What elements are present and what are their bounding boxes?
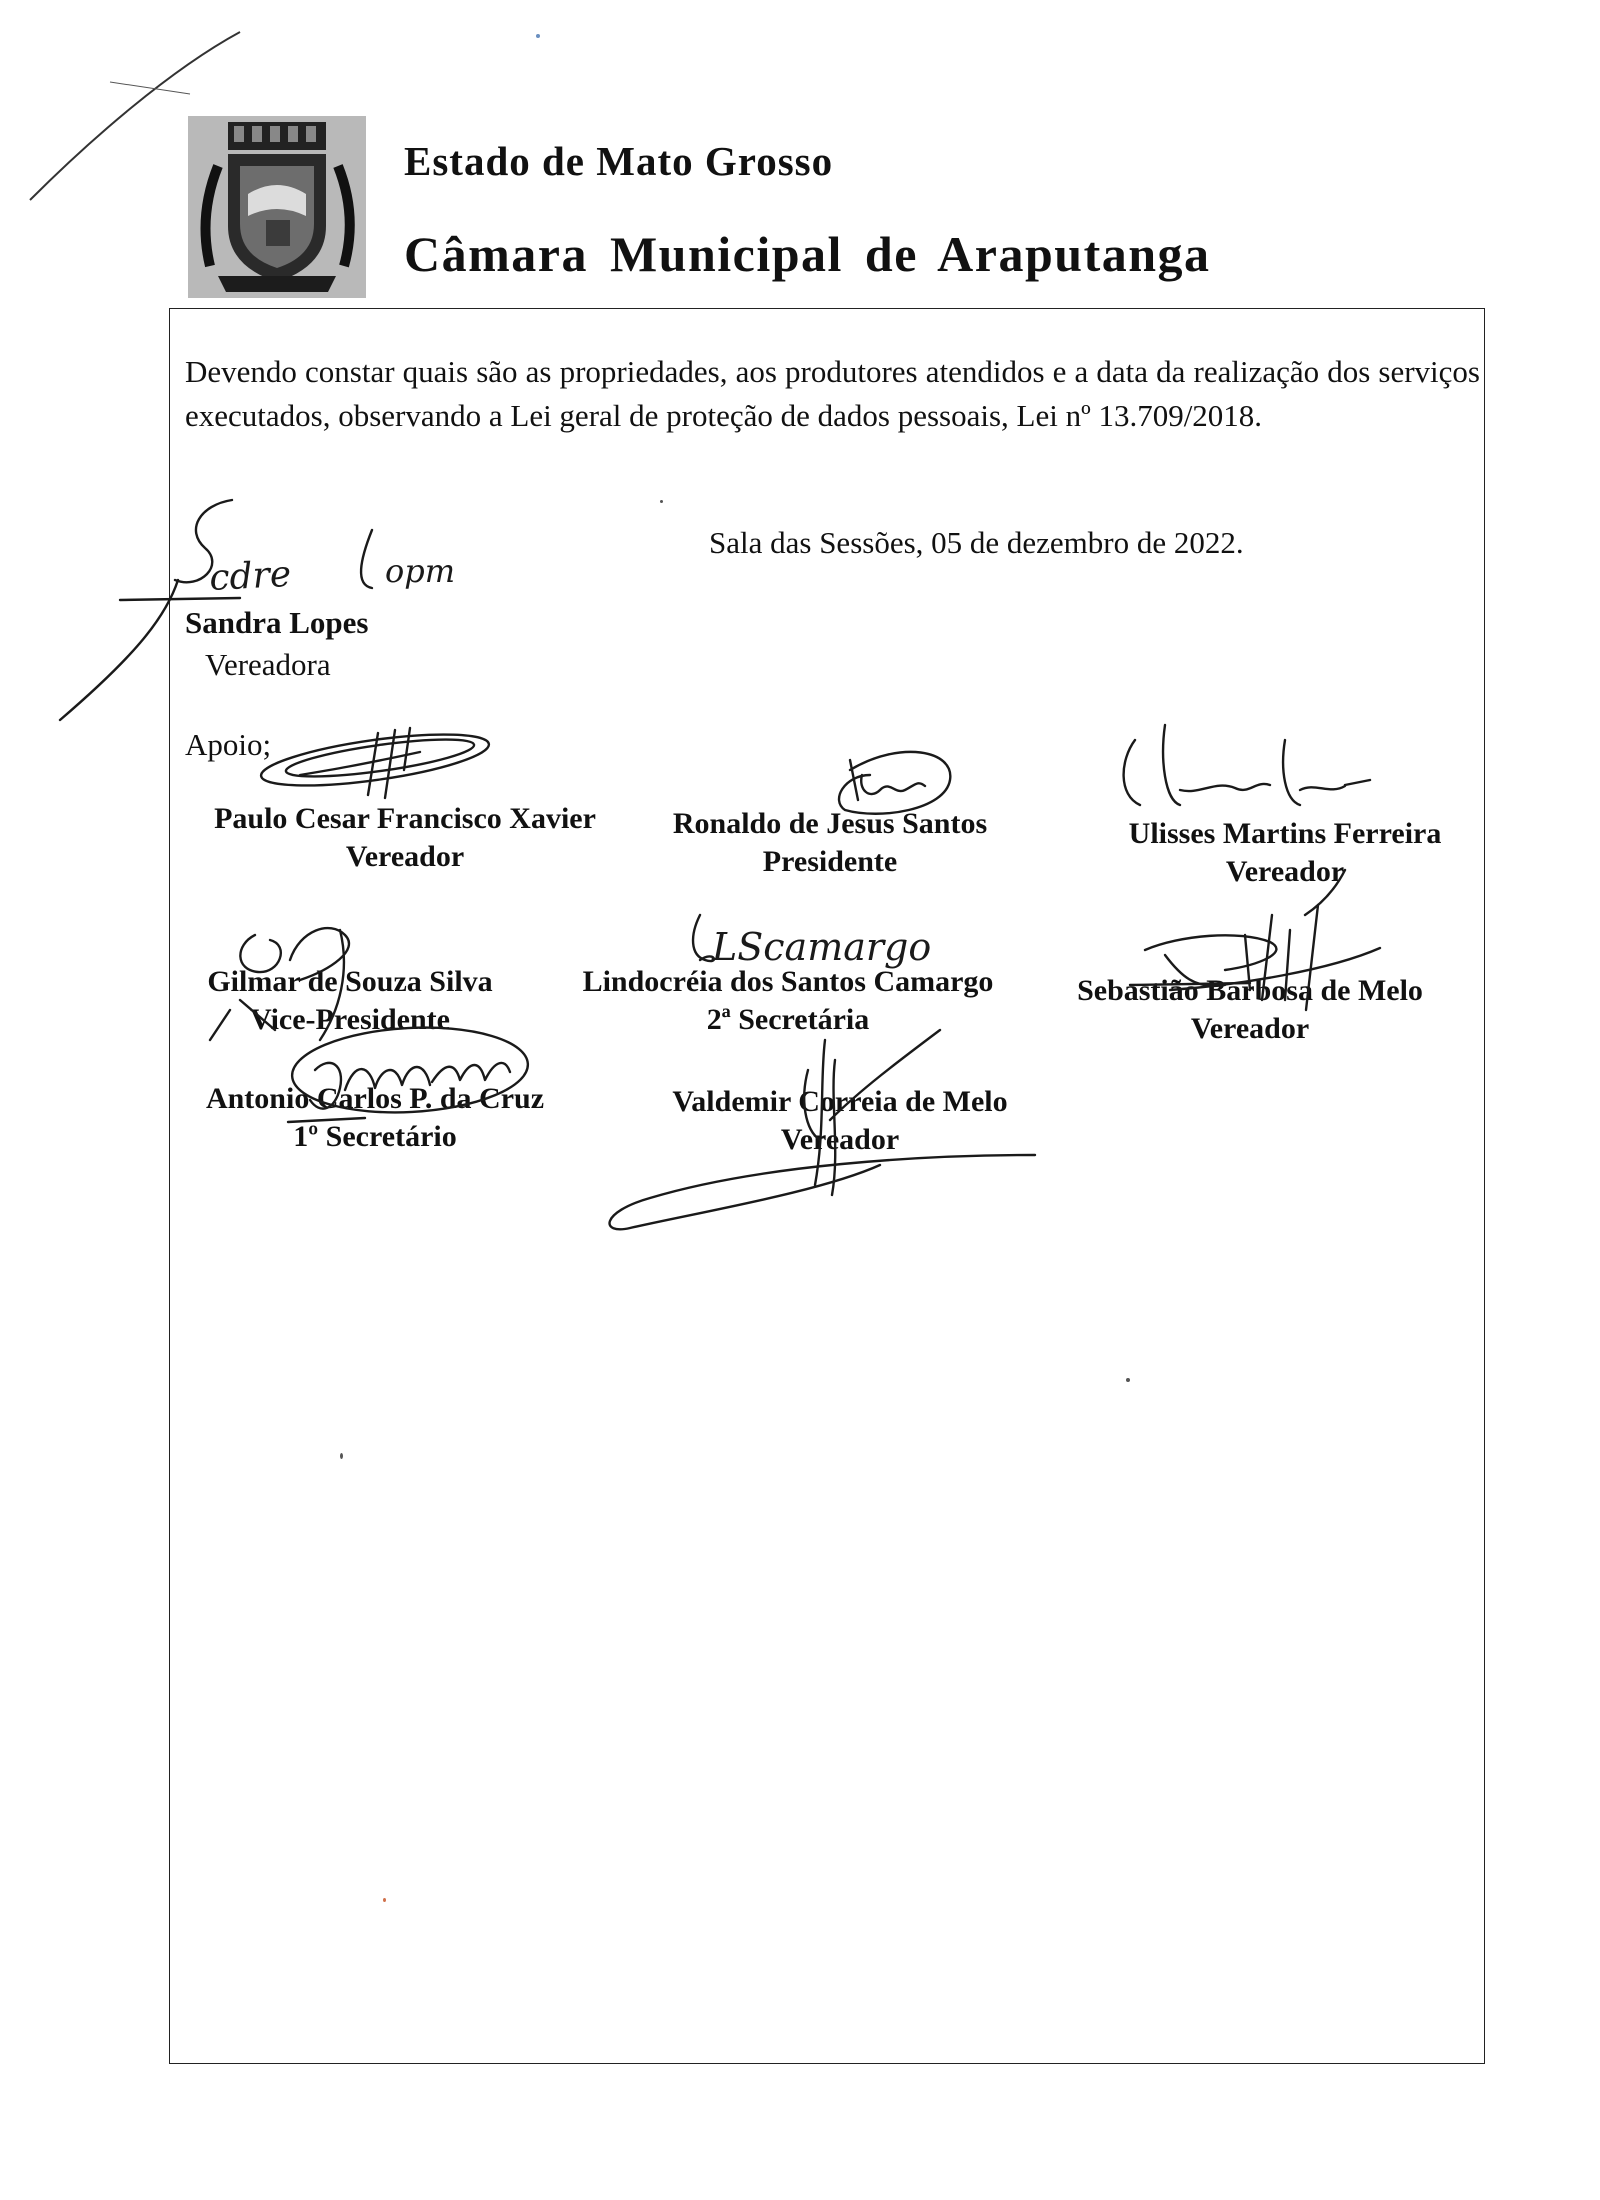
signer-name: Gilmar de Souza Silva — [207, 965, 493, 998]
signer-paulo — [185, 800, 625, 876]
signer-name: Lindocréia dos Santos Camargo — [582, 965, 994, 998]
signer-role: Vereador — [345, 840, 465, 873]
signer-lindocreia — [548, 963, 1028, 1039]
signer-valdemir — [640, 1083, 1040, 1159]
signer-name: Ronaldo de Jesus Santos — [672, 807, 988, 840]
signer-name: Paulo Cesar Francisco Xavier — [214, 802, 596, 835]
header-state-title: Estado de Mato Grosso — [404, 138, 834, 184]
signer-antonio — [180, 1080, 570, 1156]
signer-role: Vereador — [1190, 1012, 1310, 1045]
signer-role: 1º Secretário — [293, 1120, 457, 1153]
session-location-date: Sala das Sessões, 05 de dezembro de 2022. — [709, 525, 1244, 560]
author-name: Sandra Lopes — [185, 605, 369, 640]
signer-name: Ulisses Martins Ferreira — [1128, 817, 1442, 850]
svg-text:cdre: cdre — [208, 553, 293, 599]
municipal-crest-icon — [188, 116, 366, 298]
signer-ulisses — [1100, 815, 1470, 891]
body-paragraph: Devendo constar quais são as propriedades, aos produtores atendidos e a data da realização dos serviços executados, observando a Lei geral de proteção de dados pessoais, Lei nº 13.709/2018. — [185, 354, 1480, 433]
support-label: Apoio; — [185, 727, 272, 762]
author-role: Vereadora — [205, 647, 331, 682]
signer-role: 2ª Secretária — [706, 1003, 870, 1036]
header-chamber-title: Câmara Municipal de Araputanga — [404, 226, 1211, 282]
signer-ronaldo — [640, 805, 1020, 881]
signer-sebastiao — [1030, 972, 1470, 1048]
signer-name: Sebastião Barbosa de Melo — [1077, 974, 1423, 1007]
signer-role: Vereador — [1225, 855, 1345, 888]
content-frame — [169, 308, 1485, 2064]
svg-text:opm: opm — [385, 552, 456, 590]
signer-gilmar — [175, 963, 525, 1039]
signer-name: Antonio Carlos P. da Cruz — [205, 1082, 545, 1115]
signer-role: Vereador — [780, 1123, 900, 1156]
signer-name: Valdemir Correia de Melo — [672, 1085, 1008, 1118]
signature-lindocreia-text: LScamargo — [712, 925, 932, 969]
signer-role: Vice-Presidente — [250, 1003, 450, 1036]
signer-role: Presidente — [762, 845, 898, 878]
scan-speck — [536, 34, 540, 38]
